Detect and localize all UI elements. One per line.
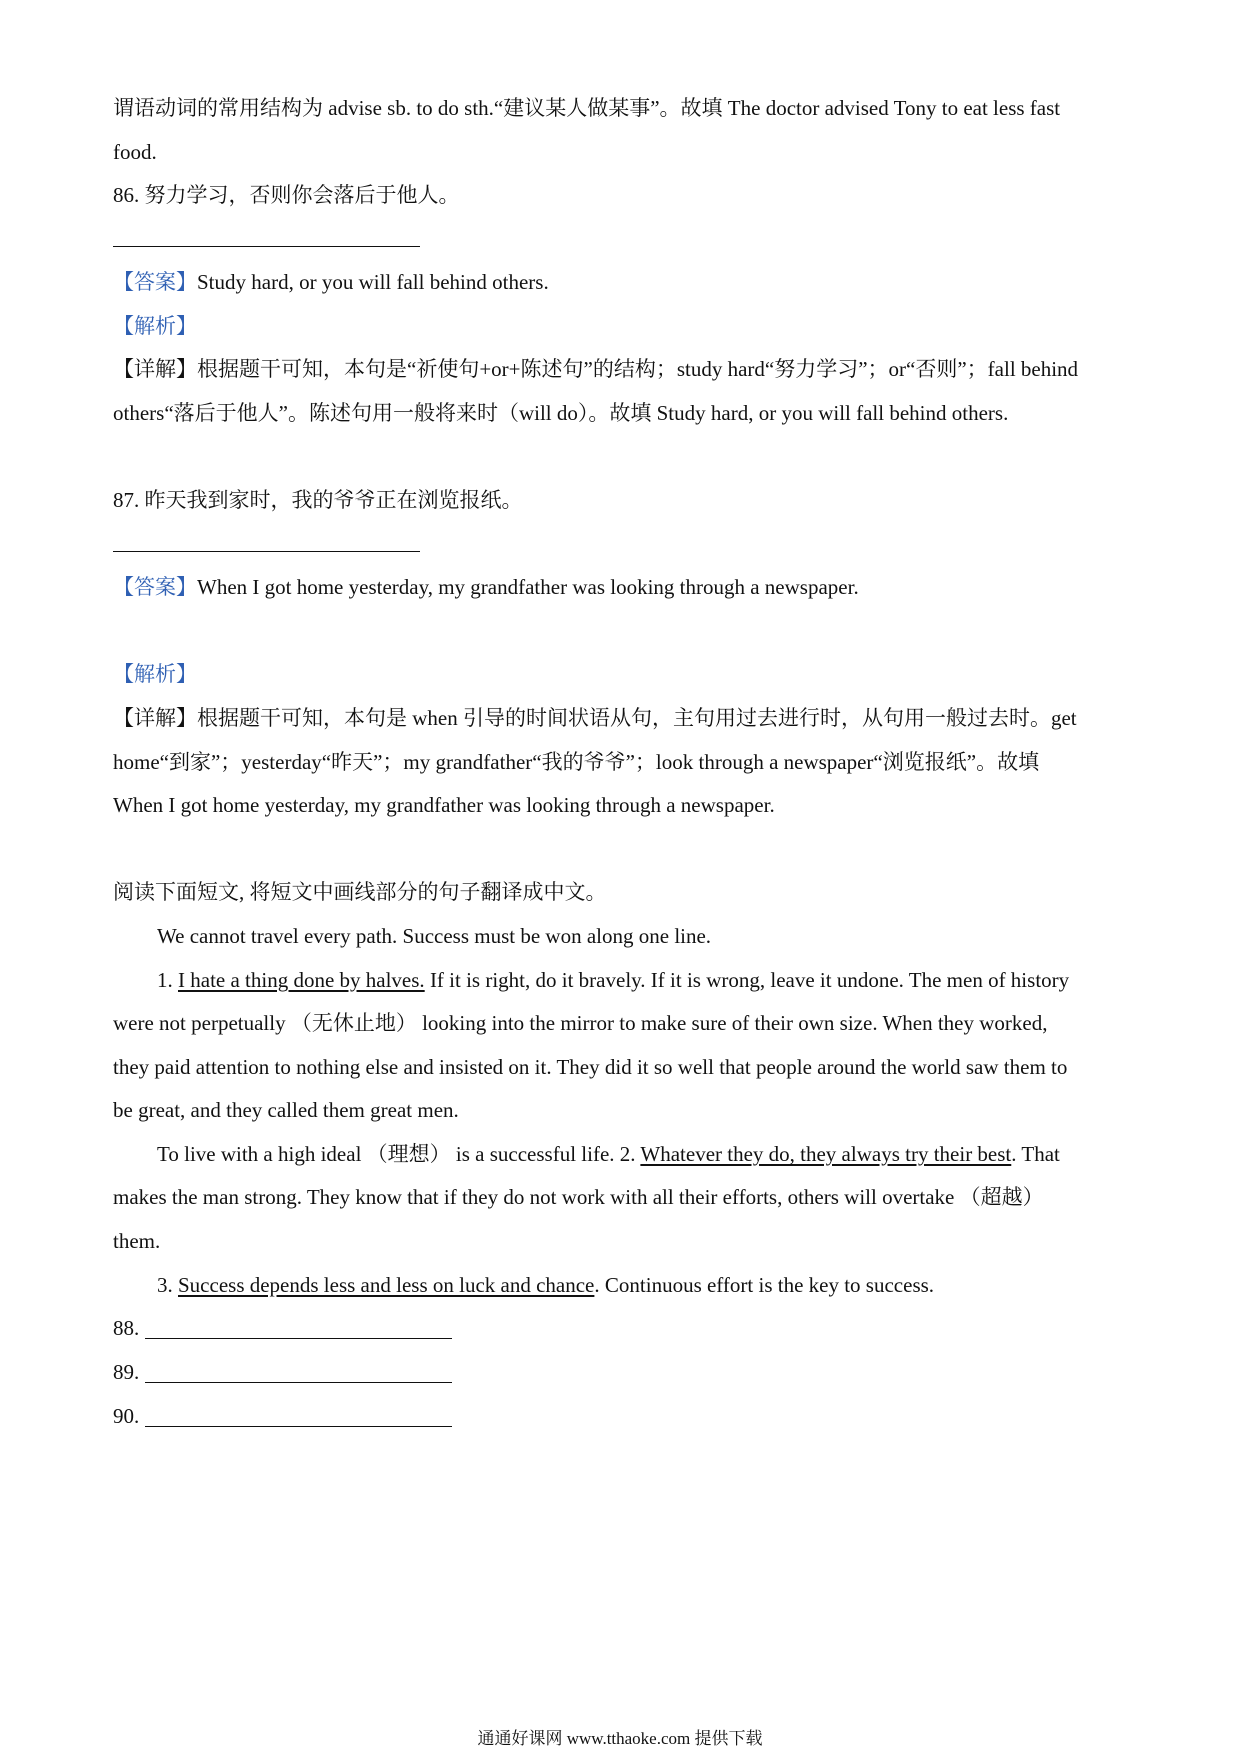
- passage-text: If it is right, do it bravely. If it is wrong, leave it undone. The men of history: [424, 968, 1070, 992]
- passage-line: they paid attention to nothing else and insisted on it. They did it so well that people around the world saw them to: [113, 1055, 1068, 1079]
- passage-text: . That: [1011, 1142, 1060, 1166]
- passage-line: were not perpetually （无休止地） looking into the mirror to make sure of their own size. When they worked,: [113, 1011, 1048, 1035]
- blank-number: 88.: [113, 1316, 140, 1340]
- question-87: 87. 昨天我到家时，我的爷爷正在浏览报纸。: [113, 488, 523, 512]
- passage-line: [157, 1271, 1137, 1299]
- underlined-sentence-2: Whatever they do, they always try their best: [640, 1142, 1012, 1166]
- answer-blank-88[interactable]: [145, 1318, 452, 1339]
- passage-line: them.: [113, 1229, 161, 1253]
- answer-tag: 【答案】: [113, 270, 197, 294]
- item-number: 3.: [157, 1273, 178, 1297]
- answer-tag: 【答案】: [113, 575, 197, 599]
- question-86: 86. 努力学习，否则你会落后于他人。: [113, 183, 460, 207]
- answer-blank-87[interactable]: [113, 551, 420, 552]
- answer-line-90: [113, 1402, 1133, 1430]
- blank-number: 90.: [113, 1404, 140, 1428]
- detail-87-line1: 【详解】根据题干可知，本句是 when 引导的时间状语从句，主句用过去进行时，从句用一般过去时。get: [113, 706, 1077, 730]
- detail-86-line2: others“落后于他人”。陈述句用一般将来时（will do）。故填 Study hard, or you will fall behind others.: [113, 401, 1009, 425]
- underlined-sentence-3: Success depends less and less on luck and chance: [178, 1273, 595, 1297]
- passage-line: be great, and they called them great men.: [113, 1098, 459, 1122]
- underlined-sentence-1: I hate a thing done by halves.: [178, 968, 425, 992]
- answer-blank-90[interactable]: [145, 1406, 452, 1427]
- page-footer: 通通好课网 www.tthaoke.com 提供下载: [477, 1729, 763, 1748]
- answer-line-88: [113, 1314, 1133, 1342]
- answer-86: [113, 268, 1133, 296]
- passage-line: We cannot travel every path. Success must be won along one line.: [157, 924, 712, 948]
- passage-text: To live with a high ideal （理想） is a successful life. 2.: [157, 1142, 641, 1166]
- passage-line: [157, 1140, 1137, 1168]
- passage-line: makes the man strong. They know that if they do not work with all their efforts, others will overtake （超越）: [113, 1185, 1044, 1209]
- answer-blank-86[interactable]: [113, 246, 420, 247]
- answer-text: When I got home yesterday, my grandfather was looking through a newspaper.: [197, 575, 859, 599]
- answer-line-89: [113, 1358, 1133, 1386]
- text-line: 谓语动词的常用结构为 advise sb. to do sth.“建议某人做某事”。故填 The doctor advised Tony to eat less fast: [113, 96, 1061, 120]
- answer-87: [113, 573, 1133, 601]
- analysis-tag: 【解析】: [113, 314, 197, 338]
- detail-86-line1: 【详解】根据题干可知，本句是“祈使句+or+陈述句”的结构；study hard“努力学习”；or“否则”；fall behind: [113, 357, 1079, 381]
- detail-87-line3: When I got home yesterday, my grandfather was looking through a newspaper.: [113, 793, 775, 817]
- item-number: 1.: [157, 968, 178, 992]
- detail-87-line2: home“到家”；yesterday“昨天”；my grandfather“我的爷爷”；look through a newspaper“浏览报纸”。故填: [113, 750, 1040, 774]
- reading-instruction: 阅读下面短文, 将短文中画线部分的句子翻译成中文。: [113, 880, 607, 904]
- passage-text: . Continuous effort is the key to success.: [594, 1273, 935, 1297]
- passage-line: [157, 966, 1137, 994]
- answer-text: Study hard, or you will fall behind others.: [197, 270, 549, 294]
- blank-number: 89.: [113, 1360, 140, 1384]
- analysis-tag: 【解析】: [113, 662, 197, 686]
- answer-blank-89[interactable]: [145, 1362, 452, 1383]
- text-line: food.: [113, 140, 157, 164]
